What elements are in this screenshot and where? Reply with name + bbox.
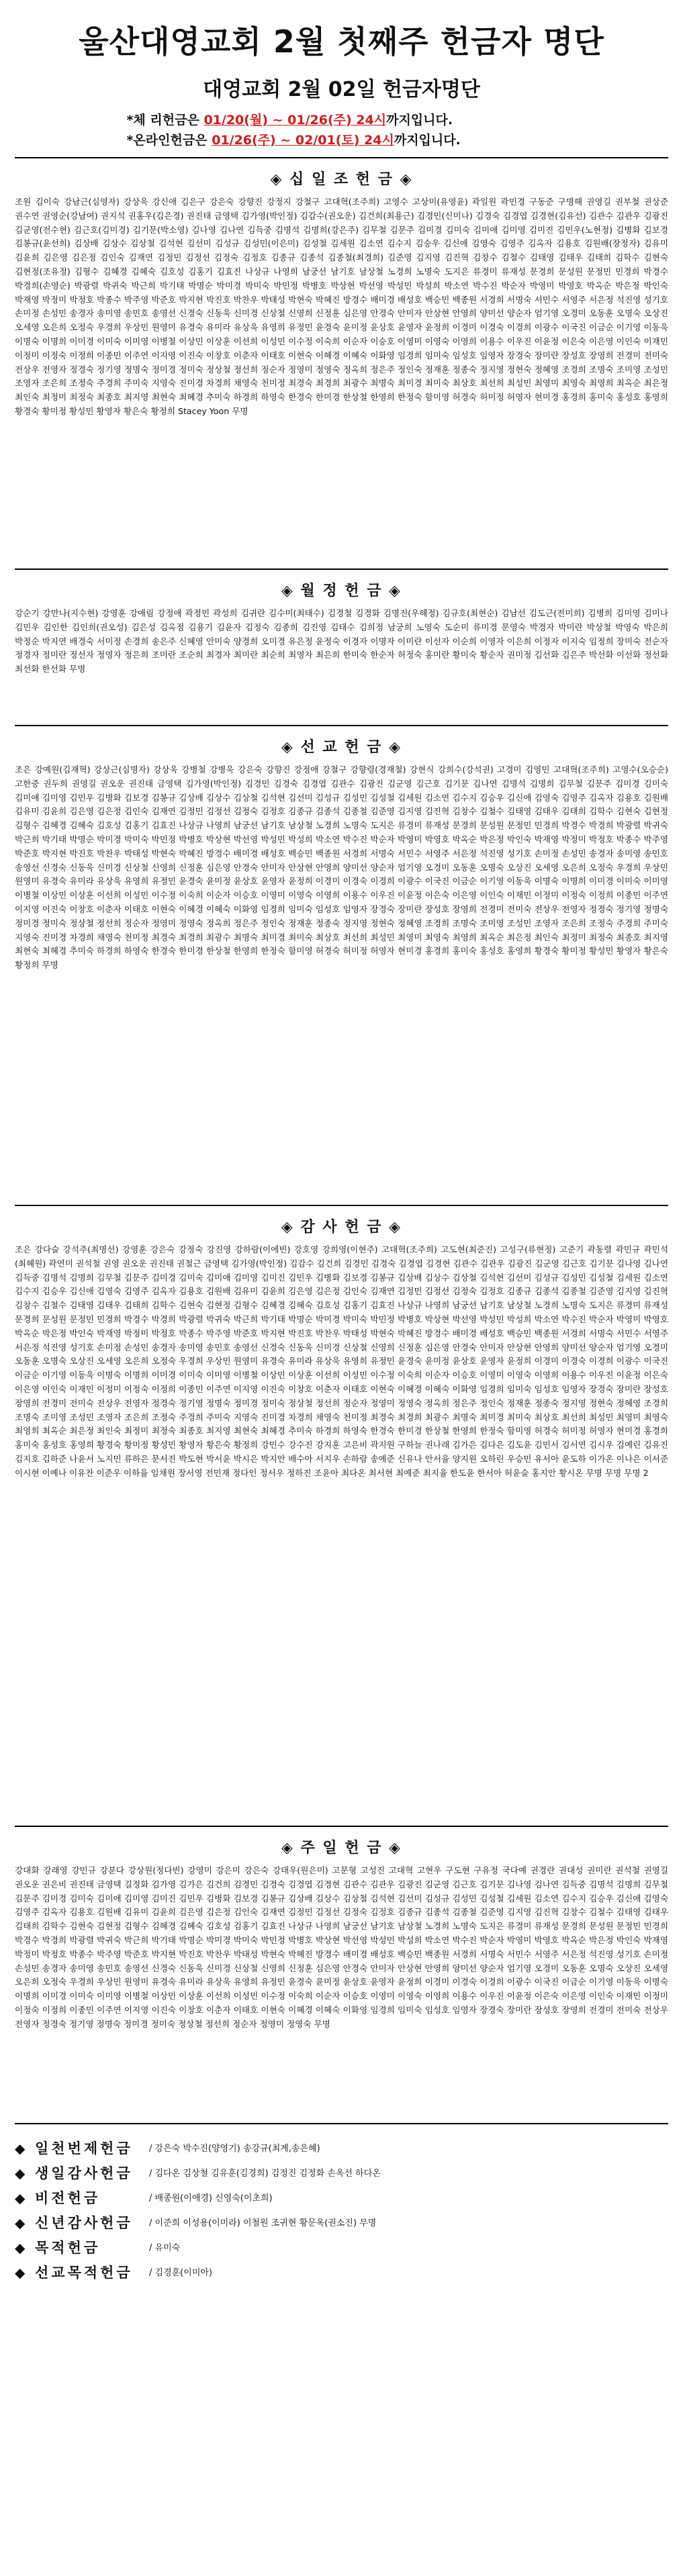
special-offering-list [15, 2136, 668, 2285]
diamond-bullet-icon: ◆ [15, 2140, 26, 2157]
donor-names: 강대화 강래영 강민규 강분다 강상원(정다빈) 강영미 강은미 강은숙 강태우(원은미) 고문형 고성진 고대혁 고현우 구도현 구유정 국다예 권경란 권대성 권미란 권석철 권영길 권오운 권은비 권진태 금영택 길정화 김가영 김가은 김건희 김경민 김경숙 김경엽 김경현 김관수 김관우 김광진 김군영 김근호 김기문 김나영 김나연 김득중 김명석 김명희 김무철 김문주 김미경 김미숙 김미애 김미영 김미진 김민우 김병화 김보경 김봉규 김상배 김상수 김상철 김석현 김선미 김성규 김성민 김성철 김세원 김소연 김수지 김승우 김신애 김영숙 김영주 김옥자 김용호 김원배 김유미 김윤희 김은영 김은정 김인숙 김재연 김정민 김정선 김정숙 김정호 김종규 김종석 김종철 김준영 김지영 김진혁 김창수 김철수 김태영 김태우 김태희 김학수 김현숙 김현정 김형수 김혜경 김혜숙 김호성 김홍기 김효진 나상규 나영희 남궁선 남기호 남상철 노경희 노명숙 도지은 류경미 류재성 문경희 문성원 문정민 민경희 박경수 박경희 박광렬 박귀숙 박근희 박기태 박명순 박미경 박미숙 박민정 박병호 박상현 박선영 박성민 박성희 박소연 박수진 박순자 박영미 박영호 박옥순 박은정 박인숙 박재영 박정미 박정호 박종수 박주영 박준호 박지현 박진호 박찬우 박태성 박현숙 박혜진 방경수 배미경 배성호 백승민 백종원 서경희 서명숙 서민수 서영주 서은정 석진영 성기호 손미정 손성민 송경자 송미영 송민호 송영선 신경숙 신동욱 신미경 신상철 신영희 신정훈 심은영 안경숙 안미자 안상현 안영희 양미선 양순자 엄기영 오경미 오동훈 오명숙 오상진 오세영 오은희 오정숙 우경희 우상민 원영미 유경숙 유미라 유상욱 유영희 유정민 윤경숙 윤미정 윤상호 윤영자 윤정희 이경미 이경숙 이경희 이광수 이국진 이금순 이기영 이동욱 이명숙 이명희 이미경 이미숙 이미영 이병철 이상민 이상훈 이선희 이성민 이수정 이숙희 이순자 이승호 이영미 이영숙 이영희 이용수 이우진 이윤정 이은숙 이은영 이인숙 이재민 이정미 이정숙 이정희 이종민 이주연 이지영 이진숙 이창호 이춘자 이태호 이현숙 이혜경 이혜숙 이화영 임경희 임미숙 임성호 임영자 장경숙 장미란 장성호 장영희 전경미 전미숙 전상우 전영자 정경숙 정기영 정명숙 정미경 정미숙 정상철 정선희 정순자 정영미 정영숙 무명 [15, 1865, 668, 2029]
notice-offline-range: 01/20(월) ~ 01/26(주) 24시 [203, 113, 387, 128]
offering-label: 선교목적헌금 [35, 2265, 133, 2281]
section-title: ◈ 감 사 헌 금 ◈ [281, 1219, 402, 1236]
thanks-offering-section [15, 1216, 668, 1820]
notice-online [127, 130, 557, 150]
donor-names: 조은 강다슬 강석주(최명선) 강영훈 강은숙 강정숙 강진영 강하람(이에빈) 강호영 강희영(이현주) 고대혁(조주희) 고도현(최준진) 고성구(류현정) 고준기 곽동렬 곽민규 곽민석(최혜원) 곽연미 권석철 권영 권오운 권진태 권철근 금영택 김가영(박인정) 김감수 김건희 김경민 김경숙 김경엽 김경현 김관수 김관우 김광진 김군영 김근호 김기문 김나영 김나연 김득중 김명석 김명희 김무철 김문주 김미경 김미숙 김미애 김미영 김미진 김민우 김병화 김보경 김봉규 김상배 김상수 김상철 김석현 김선미 김성규 김성민 김성철 김세원 김소연 김수지 김승우 김신애 김영숙 김영주 김옥자 김용호 김원배 김유미 김윤희 김은영 김은정 김인숙 김재연 김정민 김정선 김정숙 김정호 김종규 김종석 김종철 김준영 김지영 김진혁 김창수 김철수 김태영 김태우 김태희 김학수 김현숙 김현정 김형수 김혜경 김혜숙 김호성 김홍기 김효진 나상규 나영희 남궁선 남기호 남상철 노경희 노명숙 도지은 류경미 류재성 문경희 문성원 문정민 민경희 박경수 박경희 박광렬 박귀숙 박근희 박기태 박명순 박미경 박미숙 박민정 박병호 박상현 박선영 박성민 박성희 박소연 박수진 박순자 박영미 박영호 박옥순 박은정 박인숙 박재영 박정미 박정호 박종수 박주영 박준호 박지현 박진호 박찬우 박태성 박현숙 박혜진 방경수 배미경 배성호 백승민 백종원 서경희 서명숙 서민수 서영주 서은정 석진영 성기호 손미정 손성민 송경자 송미영 송민호 송영선 신경숙 신동욱 신미경 신상철 신영희 신정훈 심은영 안경숙 안미자 안상현 안영희 양미선 양순자 엄기영 오경미 오동훈 오명숙 오상진 오세영 오은희 오정숙 우경희 우상민 원영미 유경숙 유미라 유상욱 유영희 유정민 윤경숙 윤미정 윤상호 윤영자 윤정희 이경미 이경숙 이경희 이광수 이국진 이금순 이기영 이동욱 이명숙 이명희 이미경 이미숙 이미영 이병철 이상민 이상훈 이선희 이성민 이수정 이숙희 이순자 이승호 이영미 이영숙 이영희 이용수 이우진 이윤정 이은숙 이은영 이인숙 이재민 이정미 이정숙 이정희 이종민 이주연 이지영 이진숙 이창호 이춘자 이태호 이현숙 이혜경 이혜숙 이화영 임경희 임미숙 임성호 임영자 장경숙 장미란 장성호 장영희 전경미 전미숙 전상우 전영자 정경숙 정기영 정명숙 정미경 정미숙 정상철 정선희 정순자 정영미 정영숙 정옥희 정은주 정인숙 정재훈 정종숙 정지영 정현숙 정혜영 조경희 조명숙 조미영 조성민 조영자 조은희 조정숙 주경희 주미숙 지영숙 진미경 차경희 채영숙 천미정 최경숙 최경희 최광수 최명숙 최미경 최미숙 최상호 최선희 최성민 최영미 최영숙 최영희 최옥순 최은정 최인숙 최정미 최정숙 최종호 최지영 최현숙 최혜경 추미숙 하경희 하영숙 한경숙 한미경 한상철 한영희 한정숙 함미영 허경숙 허미정 허영자 현미경 홍경희 홍미숙 홍성호 홍영희 황경숙 황미정 황성민 황영자 황은숙 황정희 강민수 강수진 강지훈 고은비 곽지원 구하늘 권나래 김가은 김다은 김도윤 김민서 김서연 김시우 김예린 김유진 김지호 김하준 나윤서 노지민 류하은 문서진 박도현 박서윤 박시은 박지안 배수아 서지우 손하람 송예준 신유나 안서율 양지원 오하린 우승민 유서아 윤도하 이가온 이나은 이서준 이시현 이예나 이유찬 이준우 이하율 임채원 장서영 전민재 정다인 정서우 정하진 조윤아 최다온 최서현 최예준 최지율 한도윤 한서아 허윤슬 홍지안 황시온 무명 무명 무명 2 [15, 1244, 668, 1478]
offering-label: 생일감사헌금 [35, 2165, 133, 2181]
offering-label: 일천번제헌금 [35, 2140, 133, 2157]
section-title: ◈ 십 일 조 헌 금 ◈ [270, 171, 413, 188]
offering-donors: / 유미숙 [149, 2243, 181, 2253]
special-offering-row [15, 2136, 668, 2161]
sunday-offering-section [15, 1836, 668, 2118]
monthly-offering-section [15, 579, 668, 720]
page-subtitle: 대영교회 2월 02일 헌금자명단 [203, 78, 480, 101]
donor-names: 조원 김이숙 강남근(심영자) 강상욱 강신애 김은구 강은숙 강향진 강정지 강철구 고대혁(조주희) 고영수 고상미(유영윤) 곽일원 곽민경 구동준 구명해 권영길 권부철 권상준 권수연 권영순(강남여) 권지석 권홍우(김은경) 권진태 금영택 김가영(박인정) 김감수(권오운) 김건희(최용근) 김경민(신미나) 김경숙 김경엽 김경현(김유선) 김관수 김관우 김광진 김군영(전수현) 김근호(김미경) 김기문(박소영) 김나영 김나연 김득중 김명석 김명희(강은주) 김무철 김문주 김미경 김미숙 김미애 김미영 김미진 김민우(노현정) 김병화 김보경 김봉규(윤선희) 김상배 김상수 김상철 김석현 김선미 김성규 김성민(이은미) 김성철 김세원 김소연 김수지 김승우 김신애 김영숙 김영주 김옥자 김용호 김원배(장정자) 김유미 김윤희 김은영 김은정 김인숙 김재연 김정민 김정선 김정숙 김정호 김종규 김종석 김종철(최경희) 김준영 김지영 김진혁 김창수 김철수 김태영 김태우 김태희 김학수 김현숙 김현정(조유정) 김형수 김혜경 김혜숙 김호성 김홍기 김효진 나상규 나영희 남궁선 남기호 남상철 노경희 노명숙 도지은 류경미 류재성 문경희 문성원 문정민 민경희 박경수 박경희(손영순) 박광렬 박귀숙 박근희 박기태 박명순 박미경 박미숙 박민정 박병호 박상현 박선영 박성민 박성희 박소연 박수진 박순자 박영미 박영호 박옥순 박은정 박인숙 박재영 박정미 박정호 박종수 박주영 박준호 박지현 박진호 박찬우 박태성 박현숙 박혜진 방경수 배미경 배성호 백승민 백종원 서경희 서명숙 서민수 서영주 서은정 석진영 성기호 손미정 손성민 송경자 송미영 송민호 송영선 신경숙 신동욱 신미경 신상철 신영희 신정훈 심은영 안경숙 안미자 안상현 안영희 양미선 양순자 엄기영 오경미 오동훈 오명숙 오상진 오세영 오은희 오정숙 우경희 우상민 원영미 유경숙 유미라 유상욱 유영희 유정민 윤경숙 윤미정 윤상호 윤영자 윤정희 이경미 이경숙 이경희 이광수 이국진 이금순 이기영 이동욱 이명숙 이명희 이미경 이미숙 이미영 이병철 이상민 이상훈 이선희 이성민 이수정 이숙희 이순자 이승호 이영미 이영숙 이영희 이용수 이우진 이윤정 이은숙 이은영 이인숙 이재민 이정미 이정숙 이정희 이종민 이주연 이지영 이진숙 이창호 이춘자 이태호 이현숙 이혜경 이혜숙 이화영 임경희 임미숙 임성호 임영자 장경숙 장미란 장성호 장영희 전경미 전미숙 전상우 전영자 정경숙 정기영 정명숙 정미경 정미숙 정상철 정선희 정순자 정영미 정영숙 정옥희 정은주 정인숙 정재훈 정종숙 정지영 정현숙 정혜영 조경희 조명숙 조미영 조성민 조영자 조은희 조정숙 주경희 주미숙 지영숙 진미경 차경희 채영숙 천미정 최경숙 최경희 최광수 최명숙 최미경 최미숙 최상호 최선희 최성민 최영미 최영숙 최영희 최옥순 최은정 최인숙 최정미 최정숙 최종호 최지영 최현숙 최혜경 추미숙 하경희 하영숙 한경숙 한미경 한상철 한영희 한정숙 함미영 허경숙 허미정 허영자 현미경 홍경희 홍미숙 홍성호 홍영희 황경숙 황미정 황성민 황영자 황은숙 황정희 Stacey Yoon 무명 [15, 197, 668, 416]
offering-donors: / 강은숙 박수진(양영기) 송강규(최계,송은혜) [149, 2144, 320, 2154]
donor-names: 강순기 강만나(지수현) 강영훈 강애림 강정애 곽정민 곽성희 김귀란 김수미(최태수) 김경철 김경화 김명진(우해정) 김규호(최현순) 김남선 김도근(전미희) 김병희 김미영 김미나 김민우 김인한 김인희(권오성) 김은성 김옥점 김용기 김윤자 김정숙 김종희 김진영 김태수 김희정 남궁희 노영숙 도순미 류미경 문영숙 박경자 박미란 박상철 박영숙 박은희 박정순 박지연 배경숙 서미정 손경희 송은주 신혜영 안미숙 양경희 오미경 유은정 윤정숙 이경자 이명자 이미란 이선자 이순희 이영자 이은희 이정자 이지숙 임정희 장미숙 전순자 정경자 정미란 정선자 정영자 정은희 조미란 조순희 최경자 최미란 최순희 최영자 최은희 한미숙 한순자 허정숙 홍미란 황미숙 황순자 권미정 김선화 김은주 박선화 이선화 정선화 최선화 한선화 무명 [15, 608, 668, 675]
divider [15, 1205, 668, 1206]
offering-donors: / 김경훈(이미아) [149, 2268, 213, 2278]
page-title: 울산대영교회 2월 첫째주 헌금자 명단 [79, 23, 604, 60]
notice-offline [127, 110, 557, 130]
general-offering-section [15, 168, 668, 563]
special-offering-row [15, 2261, 668, 2285]
notice-offline-prefix: *체 리헌금은 [126, 113, 204, 128]
special-offering-row [15, 2161, 668, 2186]
diamond-bullet-icon: ◆ [15, 2265, 26, 2281]
offering-label: 신년감사헌금 [35, 2215, 133, 2231]
notice-block [127, 110, 557, 150]
mission-offering-section [15, 736, 668, 1199]
offering-label: 비전헌금 [35, 2190, 101, 2206]
special-offering-row [15, 2186, 668, 2211]
section-title: ◈ 월 정 헌 금 ◈ [281, 583, 402, 599]
section-title: ◈ 주 일 헌 금 ◈ [281, 1840, 402, 1856]
special-offering-row [15, 2236, 668, 2261]
section-title: ◈ 선 교 헌 금 ◈ [281, 739, 402, 756]
divider [15, 2123, 668, 2124]
diamond-bullet-icon: ◆ [15, 2165, 26, 2181]
notice-online-range: 01/26(주) ~ 02/01(토) 24시 [212, 133, 394, 148]
offering-donors: / 이준희 이성용(이미라) 이철원 조귀현 황문옥(권소진) 무명 [149, 2218, 377, 2228]
notice-online-prefix: *온라인헌금은 [126, 133, 212, 148]
divider [15, 568, 668, 570]
diamond-bullet-icon: ◆ [15, 2215, 26, 2231]
donor-names: 조은 강예원(김재혁) 강상근(심명자) 강상욱 강병철 강병욱 강은숙 강향진 강정애 강철구 강향령(경재철) 강현식 강희수(강석권) 고경미 김영민 고대혁(조주희) 고영수(오승순) 고한중 권두희 권영길 권오운 권진태 금영택 김가영(박인정) 김경민 김경숙 김경엽 김관수 김광진 김군영 김근호 김기문 김나연 김명석 김명희 김무철 김문주 김미경 김미숙 김미애 김미영 김민우 김병화 김보경 김봉규 김상배 김상수 김상철 김석현 김선미 김성규 김성민 김성철 김세원 김소연 김수지 김승우 김신애 김영숙 김영주 김옥자 김용호 김원배 김유미 김윤희 김은영 김은정 김인숙 김재연 김정민 김정선 김정숙 김정호 김종규 김종석 김종철 김준영 김지영 김진혁 김창수 김철수 김태영 김태우 김태희 김학수 김현숙 김현정 김형수 김혜경 김혜숙 김호성 김홍기 김효진 나상규 나영희 남궁선 남기호 남상철 노경희 노명숙 도지은 류경미 류재성 문경희 문성원 문정민 민경희 박경수 박경희 박광렬 박귀숙 박근희 박기태 박명순 박미경 박미숙 박민정 박병호 박상현 박선영 박성민 박성희 박소연 박수진 박순자 박영미 박영호 박옥순 박은정 박인숙 박재영 박정미 박정호 박종수 박주영 박준호 박지현 박진호 박찬우 박태성 박현숙 박혜진 방경수 배미경 배성호 백승민 백종원 서경희 서명숙 서민수 서영주 서은정 석진영 성기호 손미정 손성민 송경자 송미영 송민호 송영선 신경숙 신동욱 신미경 신상철 신영희 신정훈 심은영 안경숙 안미자 안상현 안영희 양미선 양순자 엄기영 오경미 오동훈 오명숙 오상진 오세영 오은희 오정숙 우경희 우상민 원영미 유경숙 유미라 유상욱 유영희 유정민 윤경숙 윤미정 윤상호 윤영자 윤정희 이경미 이경숙 이경희 이광수 이국진 이금순 이기영 이동욱 이명숙 이명희 이미경 이미숙 이미영 이병철 이상민 이상훈 이선희 이성민 이수정 이숙희 이순자 이승호 이영미 이영숙 이영희 이용수 이우진 이윤정 이은숙 이은영 이인숙 이재민 이정미 이정숙 이정희 이종민 이주연 이지영 이진숙 이창호 이춘자 이태호 이현숙 이혜경 이혜숙 이화영 임경희 임미숙 임성호 임영자 장경숙 장미란 장성호 장영희 전경미 전미숙 전상우 전영자 정경숙 정기영 정명숙 정미경 정미숙 정상철 정선희 정순자 정영미 정영숙 정옥희 정은주 정인숙 정재훈 정종숙 정지영 정현숙 정혜영 조경희 조명숙 조미영 조성민 조영자 조은희 조정숙 주경희 주미숙 지영숙 진미경 차경희 채영숙 천미정 최경숙 최경희 최광수 최명숙 최미경 최미숙 최상호 최선희 최성민 최영미 최영숙 최영희 최옥순 최은정 최인숙 최정미 최정숙 최종호 최지영 최현숙 최혜경 추미숙 하경희 하영숙 한경숙 한미경 한상철 한영희 한정숙 함미영 허경숙 허미정 허영자 현미경 홍경희 홍미숙 홍성호 홍영희 황경숙 황미정 황성민 황영자 황은숙 황정희 무명 [15, 764, 668, 971]
divider [15, 157, 668, 158]
notice-offline-suffix: 까지입니다. [386, 113, 453, 128]
diamond-bullet-icon: ◆ [15, 2190, 26, 2206]
divider [15, 725, 668, 726]
offering-label: 목적헌금 [35, 2240, 101, 2256]
special-offering-row [15, 2211, 668, 2236]
divider [15, 1826, 668, 1827]
offering-donors: / 김다온 김상철 김유훈(김경희) 김정진 김정화 손옥선 하다온 [149, 2169, 381, 2179]
notice-online-suffix: 까지입니다. [394, 133, 461, 148]
diamond-bullet-icon: ◆ [15, 2240, 26, 2256]
offering-donors: / 배종원(이애경) 신영숙(이초희) [149, 2193, 273, 2203]
